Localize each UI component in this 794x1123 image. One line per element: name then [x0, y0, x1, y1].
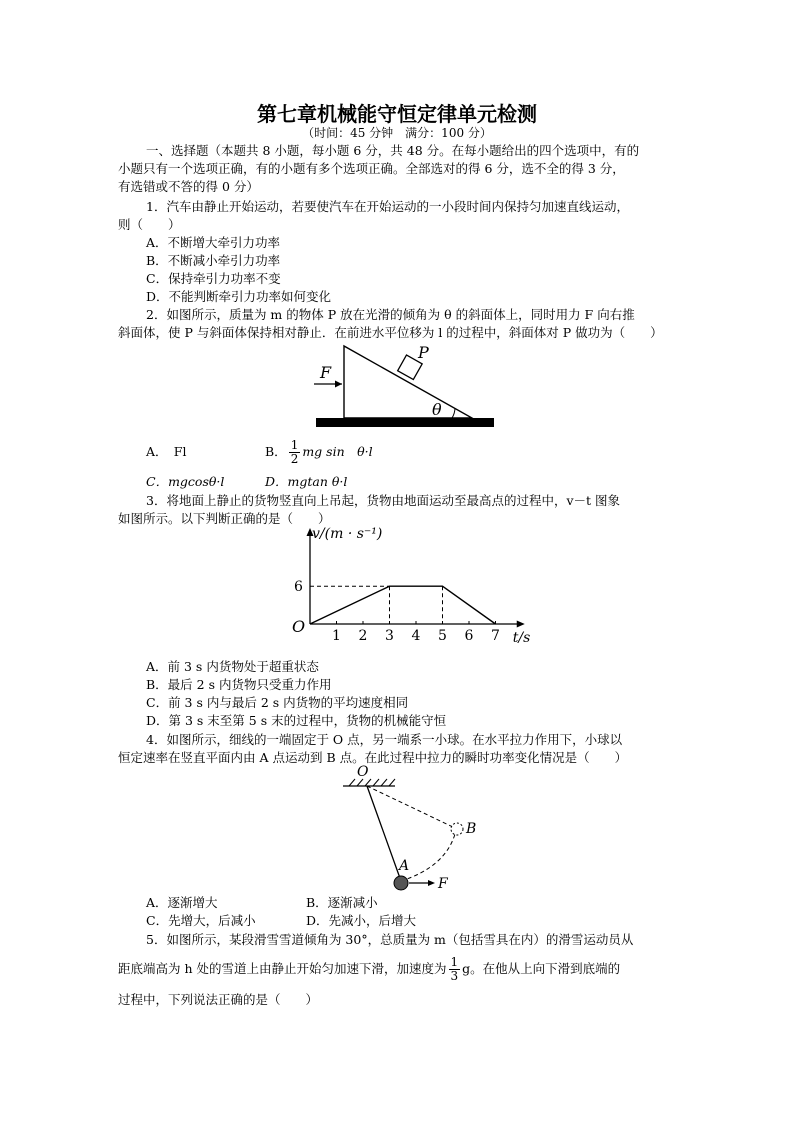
section-instruction: 有选错或不答的得 0 分）	[118, 179, 259, 194]
ground-bar	[316, 418, 494, 427]
section-instruction: 小题只有一个选项正确，有的小题有多个选项正确。全部选对的得 6 分，选不全的得 3 分，	[118, 161, 625, 176]
option-b: B．最后 2 s 内货物只受重力作用	[146, 677, 332, 692]
option-d: D．不能判断牵引力功率如何变化	[146, 289, 332, 304]
option-d: D．第 3 s 末至第 5 s 末的过程中，货物的机械能守恒	[146, 713, 447, 728]
x-tick-label: 3	[385, 628, 394, 644]
x-tick-label: 4	[411, 628, 421, 644]
x-tick-label: 1	[332, 628, 341, 644]
fraction: $\frac{1}{2}$	[290, 437, 299, 466]
page-subtitle: （时间：45 分钟 满分：100 分）	[302, 126, 492, 140]
x-axis-arrow	[517, 621, 525, 628]
ball-a	[394, 876, 408, 890]
option-d: D．先减小，后增大	[306, 913, 417, 928]
question-stem: 2．如图所示，质量为 m 的物体 P 放在光滑的倾角为 θ 的斜面体上，同时用力 F 向右推	[146, 307, 635, 322]
label-f: F	[438, 876, 448, 892]
option-c: C．mgcosθ·l	[146, 474, 225, 489]
question-stem: 如图所示。以下判断正确的是（ ）	[118, 511, 331, 526]
option-b: B．不断减小牵引力功率	[146, 253, 281, 268]
option-c: C．先增大，后减小	[146, 913, 256, 928]
option-a: A．逐渐增大	[146, 895, 218, 910]
page-title: 第七章机械能守恒定律单元检测	[257, 102, 537, 126]
question-stem: 斜面体，使 P 与斜面体保持相对静止．在前进水平位移为 l 的过程中，斜面体对 P 做功为（ ）	[118, 325, 663, 340]
option-a: A． Fl	[146, 444, 187, 459]
question-stem: 则（ ）	[118, 217, 181, 232]
x-tick-label: 5	[438, 628, 447, 644]
option-c: C．保持牵引力功率不变	[146, 271, 281, 286]
option-b: B．逐渐减小	[306, 895, 378, 910]
label-o: O	[357, 764, 369, 780]
question-stem: 距底端高为 h 处的雪道上由静止开始匀加速下滑，加速度为 $\frac{1}{3}$ g。在他从上向下滑到底端的	[118, 954, 621, 983]
question-stem: 过程中，下列说法正确的是（ ）	[118, 992, 319, 1007]
option-d: D．mgtan θ·l	[265, 474, 348, 489]
option-a: A．前 3 s 内货物处于超重状态	[146, 659, 319, 674]
fraction: $\frac{1}{3}$	[450, 954, 459, 983]
question-stem: 5．如图所示，某段滑雪雪道倾角为 30°，总质量为 m（包括雪具在内）的滑雪运动员从	[146, 932, 634, 947]
ball-b	[451, 823, 463, 835]
section-instruction: 一、选择题（本题共 8 小题，每小题 6 分，共 48 分。在每小题给出的四个选项中，有的	[146, 143, 640, 158]
question-stem: 恒定速率在竖直平面内由 A 点运动到 B 点。在此过程中拉力的瞬时功率变化情况是（ ）	[118, 750, 628, 765]
option-b: B． $\frac{1}{2}$ mg sin θ·l	[265, 437, 373, 466]
label-b: B	[466, 821, 477, 837]
label-p: P	[418, 343, 429, 362]
label-theta: θ	[432, 400, 442, 419]
origin-label: O	[292, 617, 306, 636]
pendulum-figure	[335, 762, 495, 897]
option-c: C．前 3 s 内与最后 2 s 内货物的平均速度相同	[146, 695, 409, 710]
question-stem: 4．如图所示，细线的一端固定于 O 点，另一端系一小球。在水平拉力作用下，小球以	[146, 732, 623, 747]
incline-figure	[300, 340, 500, 435]
y-axis-label: v/(m · s⁻¹)	[312, 526, 383, 542]
x-tick-label: 6	[464, 628, 474, 644]
question-stem: 1．汽车由静止开始运动，若要使汽车在开始运动的一小段时间内保持匀加速直线运动，	[146, 199, 629, 214]
x-tick-label: 7	[491, 628, 500, 644]
vt-chart	[280, 524, 540, 654]
x-axis-label: t/s	[512, 630, 531, 646]
velocity-series-line	[310, 586, 496, 624]
question-stem: 3．将地面上静止的货物竖直向上吊起，货物由地面运动至最高点的过程中，v－t 图象	[146, 493, 621, 508]
string	[367, 786, 401, 881]
x-tick-label: 2	[358, 628, 368, 644]
y-tick-label: 6	[294, 579, 303, 596]
ceiling-hatch	[349, 779, 395, 786]
option-a: A．不断增大牵引力功率	[146, 235, 281, 250]
label-f: F	[320, 363, 332, 382]
label-a: A	[399, 858, 410, 874]
